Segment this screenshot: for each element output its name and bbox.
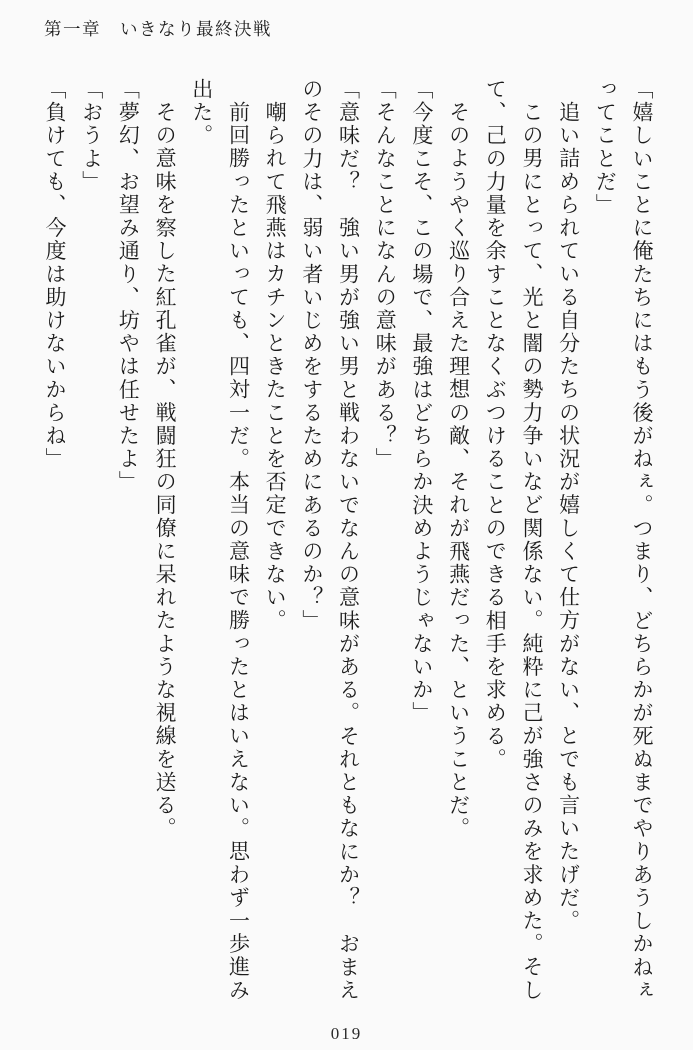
text-column: 追い詰められている自分たちの状況が嬉しくて仕方がない、とでも言いたげだ。: [556, 101, 581, 933]
text-column: ってことだ」: [593, 78, 618, 217]
text-column: 「負けても、今度は助けないからね」: [43, 78, 67, 471]
text-column: のその力は、弱い者いじめをするためにあるのか？」: [299, 78, 324, 633]
text-column: 「嬉しいことに俺たちにはもう後がねぇ。つまり、どちらかが死ぬまでやりあうしかねぇ: [630, 78, 654, 1002]
text-column: 「今度こそ、この場で、最強はどちらか決めようじゃないか」: [409, 78, 434, 725]
text-column: て、己の力量を余すことなくぶつけることのできる相手を求める。: [483, 78, 508, 771]
chapter-header: 第一章 いきなり最終決戦: [44, 19, 272, 39]
page-number: 019: [330, 1024, 363, 1043]
text-column: 嘲られて飛燕はカチンときたことを否定できない。: [263, 101, 288, 633]
text-column: 前回勝ったといっても、四対一だ。本当の意味で勝ったとはいえない。思わず一歩進み: [226, 101, 251, 1002]
text-column: 「おうよ」: [79, 78, 104, 194]
text-body: [36, 78, 660, 1010]
text-column: この男にとって、光と闇の勢力争いなど関係ない。純粋に己が強さのみを求めた。そし: [519, 101, 544, 1002]
text-column: 「そんなことになんの意味がある？」: [373, 78, 398, 471]
text-column: 「夢幻、お望み通り、坊やは任せたよ」: [116, 78, 141, 494]
text-column: 出た。: [189, 78, 214, 148]
text-column: そのようやく巡り合えた理想の敵、それが飛燕だった、ということだ。: [446, 101, 471, 841]
text-column: 「意味だ？ 強い男が強い男と戦わないでなんの意味がある。それともなにか？ おまえ: [336, 78, 361, 1002]
text-column: その意味を察した紅孔雀が、戦闘狂の同僚に呆れたような視線を送る。: [153, 101, 178, 841]
